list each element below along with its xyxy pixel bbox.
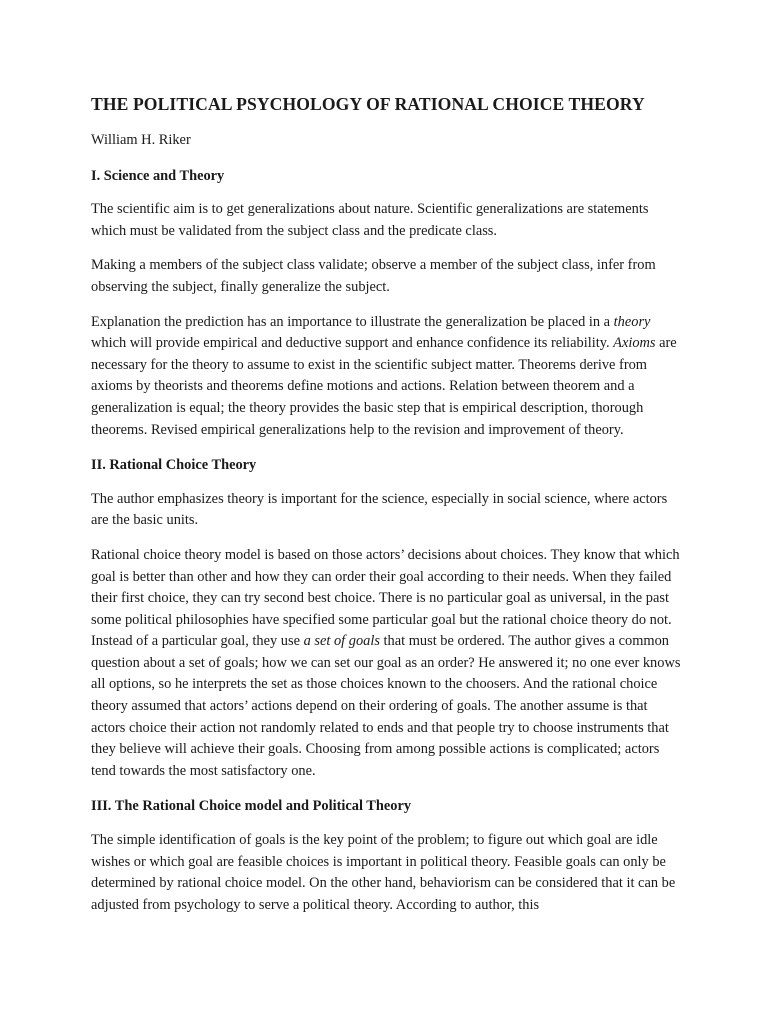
italic-term: a set of goals <box>303 633 380 650</box>
section-heading-rational-choice-theory: II. Rational Choice Theory <box>91 457 257 474</box>
document-title: THE POLITICAL PSYCHOLOGY OF RATIONAL CHOICE THEORY <box>91 94 645 114</box>
document-page <box>91 92 681 916</box>
author-name: William H. Riker <box>91 132 191 148</box>
paragraph-text: Rational choice theory model is based on those actors’ decisions about choices. They know that which goal is better than other and how they can order their goal according to their needs. When they failed their first choice, they can try second best choice. There is no particular goal as universal, in the past some political philosophies have specified some particular goal but the rational choice theory do not. Instead of a particular goal, they use <box>91 546 680 650</box>
section-heading-science-theory: I. Science and Theory <box>91 167 225 184</box>
paragraph-text: are necessary for the theory to assume to exist in the scientific subject matter. Theorems derive from axioms by theorists and theorems define motions and actions. Relation between theorem and a generalization is equal; the theory provides the basic step that is empirical description, thorough theorems. Revised empirical generalizations help to the revision and improvement of theory. <box>91 335 677 438</box>
paragraph: The simple identification of goals is the key point of the problem; to figure out which goal are idle wishes or which goal are feasible choices is important in political theory. Feasible goals can only be determined by rational choice model. On the other hand, behaviorism can be considered that it can be adjusted from psychology to serve a political theory. According to author, this <box>91 832 676 913</box>
italic-term: Axioms <box>613 335 656 352</box>
paragraph-text: that must be ordered. The author gives a common question about a set of goals; how we can set our goal as an order? He answered it; no one ever knows all options, so he interprets the set as those choices known to the choosers. And the rational choice theory assumed that actors’ actions depend on their ordering of goals. The another assume is that actors choice their action not randomly related to ends and that people try to choose instruments that they believe will achieve their goals. Choosing from among possible actions is complicated; actors tend towards the most satisfactory one. <box>91 633 681 779</box>
paragraph: Making a members of the subject class validate; observe a member of the subject class, infer from observing the subject, finally generalize the subject. <box>91 257 656 295</box>
paragraph <box>91 312 681 442</box>
paragraph: The scientific aim is to get generalizations about nature. Scientific generalizations are statements which must be validated from the subject class and the predicate class. <box>91 201 649 239</box>
section-heading-rational-choice-model: III. The Rational Choice model and Political Theory <box>91 798 412 815</box>
italic-term: theory <box>613 313 651 330</box>
paragraph: The author emphasizes theory is important for the science, especially in social science, where actors are the basic units. <box>91 490 668 529</box>
paragraph-text: Explanation the prediction has an importance to illustrate the generalization be placed in a <box>91 313 614 330</box>
paragraph <box>91 545 681 783</box>
paragraph-text: which will provide empirical and deductive support and enhance confidence its reliability. <box>91 335 614 352</box>
